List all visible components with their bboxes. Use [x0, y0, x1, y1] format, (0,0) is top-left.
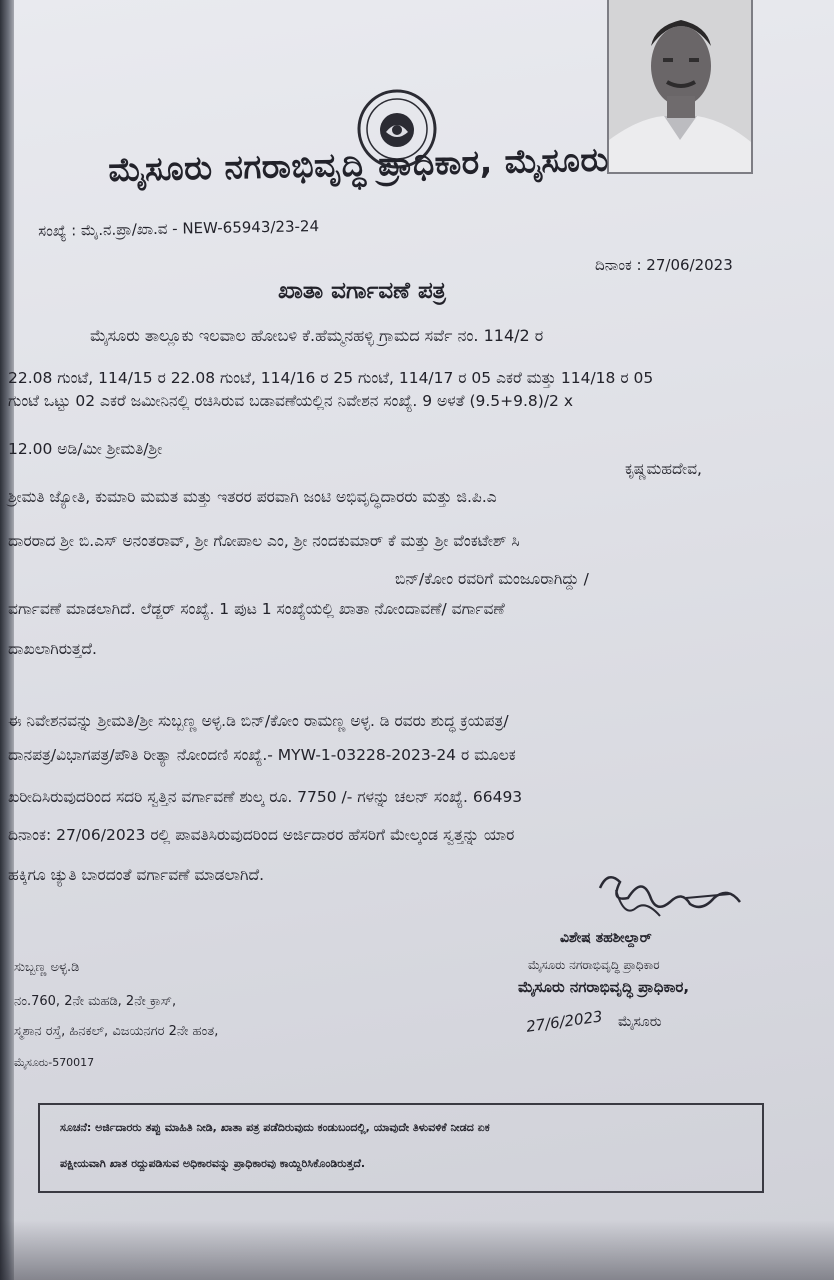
signatory-stamp-line: ಮೈಸೂರು ನಗರಾಭಿವೃದ್ಧಿ ಪ್ರಾಧಿಕಾರ [528, 958, 660, 972]
address-line: ಮೈಸೂರು-570017 [14, 1056, 95, 1069]
handwritten-date: 27/6/2023 [525, 1007, 604, 1036]
reference-number: ಸಂಖ್ಯೆ : ಮೈ.ನ.ಪ್ರಾ/ಖಾ.ವ - NEW-65943/23-24 [38, 217, 320, 240]
applicant-photo [607, 0, 753, 174]
body-line: ವರ್ಗಾವಣೆ ಮಾಡಲಾಗಿದೆ. ಲೆಡ್ಜರ್ ಸಂಖ್ಯೆ. 1 ಪುಟ 1 ಸಂಖ್ಯೆಯಲ್ಲಿ ಖಾತಾ ನೋಂದಾವಣೆ/ ವರ್ಗಾವಣೆ [8, 600, 505, 618]
address-line: ಸ್ಮಶಾನ ರಸ್ತೆ, ಹಿನಕಲ್, ವಿಜಯನಗರ 2ನೇ ಹಂತ, [14, 1024, 219, 1039]
body-line: ಮೈಸೂರು ತಾಲ್ಲೂಕು ಇಲವಾಲ ಹೋಬಳಿ ಕೆ.ಹೆಮ್ಮನಹಳ್ಳಿ ಗ್ರಾಮದ ಸರ್ವೆ ನಂ. 114/2 ರ [90, 326, 544, 345]
body-line: 12.00 ಅಡಿ/ಮೀ ಶ್ರೀಮತಿ/ಶ್ರೀ [8, 440, 163, 458]
body-line: ಈ ನಿವೇಶನವನ್ನು ಶ್ರೀಮತಿ/ಶ್ರೀ ಸುಬ್ಬಣ್ಣ ಅಳ್ಳ.ಡಿ ಬಿನ್/ಕೋಂ ರಾಮಣ್ಣ ಅಳ್ಳ. ಡಿ ರವರು ಶುದ್ಧ ಕ್ರಯಪತ್ರ/ [8, 712, 509, 730]
signatory-designation: ವಿಶೇಷ ತಹಶೀಲ್ದಾರ್ [560, 930, 652, 946]
body-line: ಖರೀದಿಸಿರುವುದರಿಂದ ಸದರಿ ಸ್ವತ್ತಿನ ವರ್ಗಾವಣೆ ಶುಲ್ಕ ರೂ. 7750 /- ಗಳನ್ನು ಚಲನ್ ಸಂಖ್ಯೆ. 66493 [8, 788, 523, 806]
body-line: ಬಿನ್/ಕೋಂ ರವರಿಗೆ ಮಂಜೂರಾಗಿದ್ದು / [395, 570, 589, 588]
body-line: ಶ್ರೀಮತಿ ಜ್ಯೋತಿ, ಕುಮಾರಿ ಮಮತ ಮತ್ತು ಇತರರ ಪರವಾಗಿ ಜಂಟಿ ಅಭಿವೃದ್ಧಿದಾರರು ಮತ್ತು ಜಿ.ಪಿ.ಎ [8, 488, 497, 506]
body-line: ದಿನಾಂಕ: 27/06/2023 ರಲ್ಲಿ ಪಾವತಿಸಿರುವುದರಿಂದ ಅರ್ಜಿದಾರರ ಹೆಸರಿಗೆ ಮೇಲ್ಕಂಡ ಸ್ವತ್ತನ್ನು ಯಾರ [8, 826, 515, 844]
body-line: ದಾಖಲಾಗಿರುತ್ತದೆ. [8, 640, 97, 658]
body-line: 22.08 ಗುಂಟೆ, 114/15 ರ 22.08 ಗುಂಟೆ, 114/16 ರ 25 ಗುಂಟೆ, 114/17 ರ 05 ಎಕರೆ ಮತ್ತು 114/18 ರ 05 [8, 369, 654, 387]
body-line: ಕೃಷ್ಣಮಹದೇವ, [625, 460, 702, 478]
document-subject: ಖಾತಾ ವರ್ಗಾವಣೆ ಪತ್ರ [278, 278, 446, 304]
body-line: ದಾನಪತ್ರ/ವಿಭಾಗಪತ್ರ/ಪೌತಿ ರೀತ್ಯಾ ನೋಂದಣಿ ಸಂಖ್ಯೆ.- MYW-1-03228-2023-24 ರ ಮೂಲಕ [8, 746, 516, 764]
notice-line: ಪಕ್ಷೀಯವಾಗಿ ಖಾತ ರದ್ದುಪಡಿಸುವ ಅಧಿಕಾರವನ್ನು ಪ್ರಾಧಿಕಾರವು ಕಾಯ್ದಿರಿಸಿಕೊಂಡಿರುತ್ತದೆ. [60, 1157, 366, 1170]
notice-line: ಸೂಚನೆ: ಅರ್ಜಿದಾರರು ತಪ್ಪು ಮಾಹಿತಿ ನೀಡಿ, ಖಾತಾ ಪತ್ರ ಪಡೆದಿರುವುದು ಕಂಡುಬಂದಲ್ಲಿ, ಯಾವುದೇ ತಿಳುವಳಿಕೆ ನೀಡದ ಏಕ [60, 1121, 490, 1134]
notice-box [38, 1103, 764, 1193]
address-line: ನಂ.760, 2ನೇ ಮಹಡಿ, 2ನೇ ಕ್ರಾಸ್, [14, 994, 177, 1009]
authority-title: ಮೈಸೂರು ನಗರಾಭಿವೃದ್ಧಿ ಪ್ರಾಧಿಕಾರ, ಮೈಸೂರು [108, 139, 610, 189]
issue-date: ದಿನಾಂಕ : 27/06/2023 [595, 256, 733, 274]
signatory-city: ಮೈಸೂರು [618, 1014, 662, 1030]
address-line: ಸುಬ್ಬಣ್ಣ ಅಳ್ಳ.ಡಿ [14, 960, 80, 975]
page-shadow [0, 1220, 834, 1280]
signatory-authority: ಮೈಸೂರು ನಗರಾಭಿವೃದ್ಧಿ ಪ್ರಾಧಿಕಾರ, [518, 978, 690, 996]
body-line: ದಾರರಾದ ಶ್ರೀ ಬಿ.ಎಸ್ ಅನಂತರಾವ್, ಶ್ರೀ ಗೋಪಾಲ ಎಂ, ಶ್ರೀ ನಂದಕುಮಾರ್ ಕೆ ಮತ್ತು ಶ್ರೀ ವೆಂಕಟೇಶ್ ಸಿ [8, 532, 520, 550]
body-line: ಹಕ್ಕಿಗೂ ಚ್ಯುತಿ ಬಾರದಂತೆ ವರ್ಗಾವಣೆ ಮಾಡಲಾಗಿದೆ. [8, 866, 265, 884]
body-line: ಗುಂಟೆ ಒಟ್ಟು 02 ಎಕರೆ ಜಮೀನಿನಲ್ಲಿ ರಚಿಸಿರುವ ಬಡಾವಣೆಯಲ್ಲಿನ ನಿವೇಶನ ಸಂಖ್ಯೆ. 9 ಅಳತೆ (9.5+9.8)/2 x [8, 392, 574, 410]
handwritten-signature [590, 868, 750, 938]
